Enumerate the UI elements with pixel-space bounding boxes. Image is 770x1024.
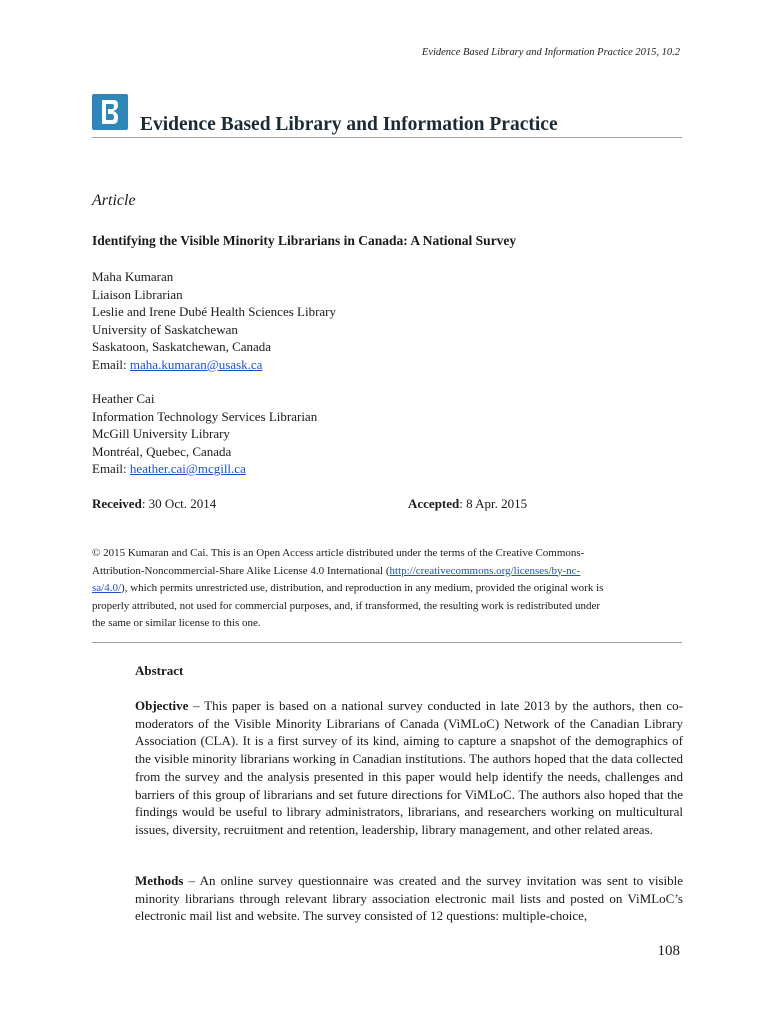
accepted-date bbox=[408, 495, 527, 513]
author-line: Liaison Librarian bbox=[92, 286, 183, 302]
received-date bbox=[92, 495, 216, 513]
objective-label: Objective bbox=[135, 698, 189, 713]
license-text: 2015 Kumaran and Cai. This is an Open Access article distributed under the terms of the Creative Commons- bbox=[100, 547, 585, 559]
email-label: Email: bbox=[92, 461, 130, 476]
author-line: University of Saskatchewan bbox=[92, 321, 238, 337]
accepted-value: : 8 Apr. 2015 bbox=[459, 496, 528, 511]
author-line: Saskatoon, Saskatchewan, Canada bbox=[92, 339, 272, 354]
author-line: Heather Cai bbox=[92, 391, 155, 406]
license-line bbox=[92, 545, 682, 563]
license-line: properly attributed, not used for commercial purposes, and, if transformed, the resulting work is redistributed under bbox=[92, 599, 601, 612]
methods-text: – An online survey questionnaire was created and the survey invitation was sent to visible minority librarians through relevant library association electronic mail lists and posted on ViMLoC’s electronic mail list and website. The survey consisted of 12 questions: multiple-choice, bbox=[135, 873, 683, 924]
license-link[interactable]: http://creativecommons.org/licenses/by-nc- bbox=[389, 564, 581, 577]
license-line bbox=[92, 580, 682, 598]
author-line: Information Technology Services Librarian bbox=[92, 408, 318, 424]
methods-label: Methods bbox=[135, 873, 184, 888]
license-block bbox=[92, 545, 682, 633]
received-value: : 30 Oct. 2014 bbox=[141, 496, 217, 511]
accepted-label: Accepted bbox=[408, 496, 460, 511]
author-block-1 bbox=[92, 268, 336, 373]
license-link[interactable]: sa/4.0/ bbox=[92, 582, 122, 594]
paper-title: Identifying the Visible Minority Librarians in Canada: A National Survey bbox=[92, 233, 517, 248]
ebl-logo-icon bbox=[100, 98, 120, 126]
journal-title: Evidence Based Library and Information Practice bbox=[140, 114, 558, 135]
author-email-link[interactable]: heather.cai@mcgill.ca bbox=[129, 461, 246, 476]
copyright-icon: © bbox=[92, 547, 101, 559]
license-line bbox=[92, 563, 682, 581]
abstract-heading-text: Abstract bbox=[135, 663, 184, 678]
author-email-line bbox=[92, 356, 336, 374]
author-email-line bbox=[92, 460, 317, 478]
journal-logo bbox=[92, 94, 128, 130]
author-email-link[interactable]: maha.kumaran@usask.ca bbox=[129, 356, 263, 372]
author-line: Leslie and Irene Dubé Health Sciences Library bbox=[92, 304, 337, 319]
license-text: ), which permits unrestricted use, distribution, and reproduction in any medium, provided the original work is bbox=[121, 582, 604, 594]
header-rule bbox=[92, 137, 682, 138]
abstract-methods bbox=[135, 872, 683, 925]
author-line: Maha Kumaran bbox=[92, 269, 174, 284]
abstract-objective bbox=[135, 697, 683, 839]
running-head: Evidence Based Library and Information Practice 2015, 10.2 bbox=[421, 47, 680, 58]
page-number: 108 bbox=[657, 943, 680, 959]
license-text: Attribution-Noncommercial-Share Alike License 4.0 International ( bbox=[92, 564, 390, 577]
received-label: Received bbox=[92, 496, 142, 511]
abstract-heading bbox=[135, 662, 683, 680]
author-line: McGill University Library bbox=[92, 426, 230, 441]
author-block-2 bbox=[92, 390, 317, 478]
article-type: Article bbox=[92, 192, 136, 209]
section-rule bbox=[92, 642, 682, 643]
license-line: the same or similar license to this one. bbox=[92, 617, 261, 629]
author-line: Montréal, Quebec, Canada bbox=[92, 443, 232, 459]
objective-text: – This paper is based on a national survey conducted in late 2013 by the authors, then co-moderators of the Visible Minority Librarians of Canada (ViMLoC) Network of the Canadian Library Association (CLA). It is a first survey of its kind, aiming to capture a snapshot of the demographics of the visible minority librarians working in Canadian institutions. The authors hoped that the data collected from the survey and the analysis presented in this paper would help identify the needs, challenges and barriers of this group of librarians and set future directions for ViMLoC. The authors also hoped that the findings would be useful to library administrators, librarians, and researchers working on multicultural issues, diversity, recruitment and retention, leadership, library management, and other related areas. bbox=[135, 698, 683, 837]
email-label: Email: bbox=[92, 356, 130, 372]
